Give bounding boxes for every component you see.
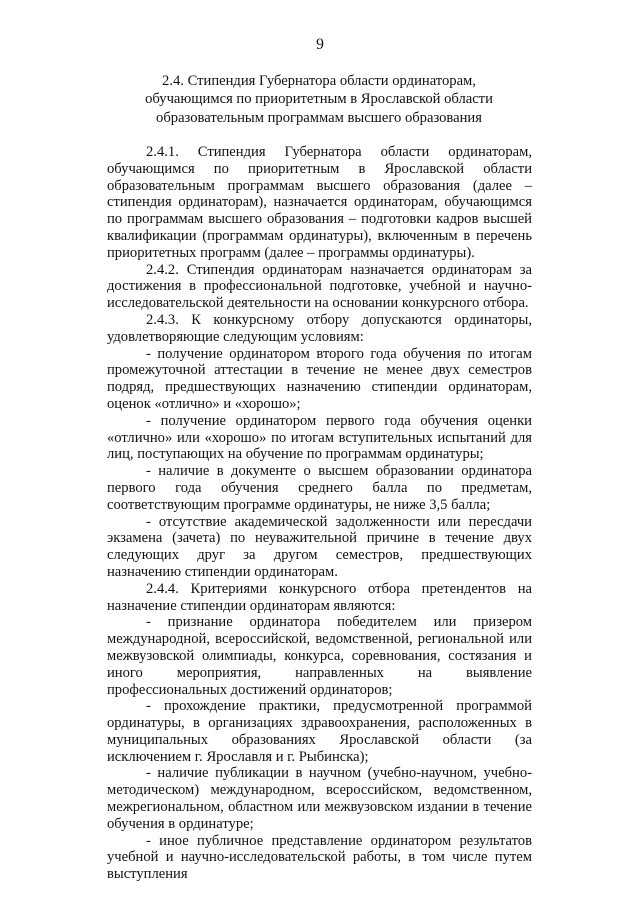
condition-item: - отсутствие академической задолженности или пересдачи экзамена (зачета) по неуважительной причине в течение двух следующих друг за другом семестров, предшествующих назначению стипендии ординаторам. [107, 513, 532, 580]
condition-item: - получение ординатором второго года обучения по итогам промежуточной аттестации в течение не менее двух семестров подряд, предшествующих назначению стипендии ординаторам, оценок «отлично» и «хорошо»; [107, 345, 532, 412]
criteria-item: - прохождение практики, предусмотренной программой ординатуры, в организациях здравоохранения, расположенных в муниципальных образованиях Ярославской области (за исключением г. Ярославля и г. Рыбинска); [107, 698, 532, 765]
page-number: 9 [316, 36, 324, 53]
section-heading: 2.4. Стипендия Губернатора области ординаторам, обучающимся по приоритетным в Ярославской области образовательным программам высшего образования [145, 73, 493, 126]
condition-item: - получение ординатором первого года обучения оценки «отлично» или «хорошо» по итогам вступительных испытаний для лиц, поступающих на обучение по программам ординатуры; [107, 412, 532, 463]
document-body [107, 144, 532, 883]
paragraph-2-4-1: 2.4.1. Стипендия Губернатора области ординаторам, обучающимся по приоритетным в Ярославской области образовательным программам высшего образования (далее – стипендия ординаторам), назначается ординаторам, обучающимся по программам высшего образования – подготовки кадров высшей квалификации (программам ординатуры), включенным в перечень приоритетных программ (далее – программы ординатуры). [107, 144, 532, 261]
paragraph-2-4-4: 2.4.4. Критериями конкурсного отбора претендентов на назначение стипендии ординаторам являются: [107, 580, 532, 614]
criteria-item: - наличие публикации в научном (учебно-научном, учебно-методическом) международном, всероссийском, ведомственном, межрегиональном, областном или межвузовском издании в течение обучения в ординатуре; [107, 765, 532, 832]
condition-item: - наличие в документе о высшем образовании ординатора первого года обучения среднего балла по предметам, соответствующим программе ординатуры, не ниже 3,5 балла; [107, 463, 532, 513]
criteria-item: - иное публичное представление ординатором результатов учебной и научно-исследовательской работы, в том числе путем выступления [107, 832, 532, 883]
criteria-item: - признание ординатора победителем или призером международной, всероссийской, ведомственной, региональной или межвузовской олимпиады, конкурса, соревнования, состязания и иного мероприятия, направленных на выявление профессиональных достижений ординаторов; [107, 614, 532, 698]
paragraph-2-4-3: 2.4.3. К конкурсному отбору допускаются ординаторы, удовлетворяющие следующим условиям: [107, 311, 532, 345]
paragraph-2-4-2: 2.4.2. Стипендия ординаторам назначается ординаторам за достижения в профессиональной подготовке, учебной и научно-исследовательской деятельности на основании конкурсного отбора. [107, 261, 532, 312]
